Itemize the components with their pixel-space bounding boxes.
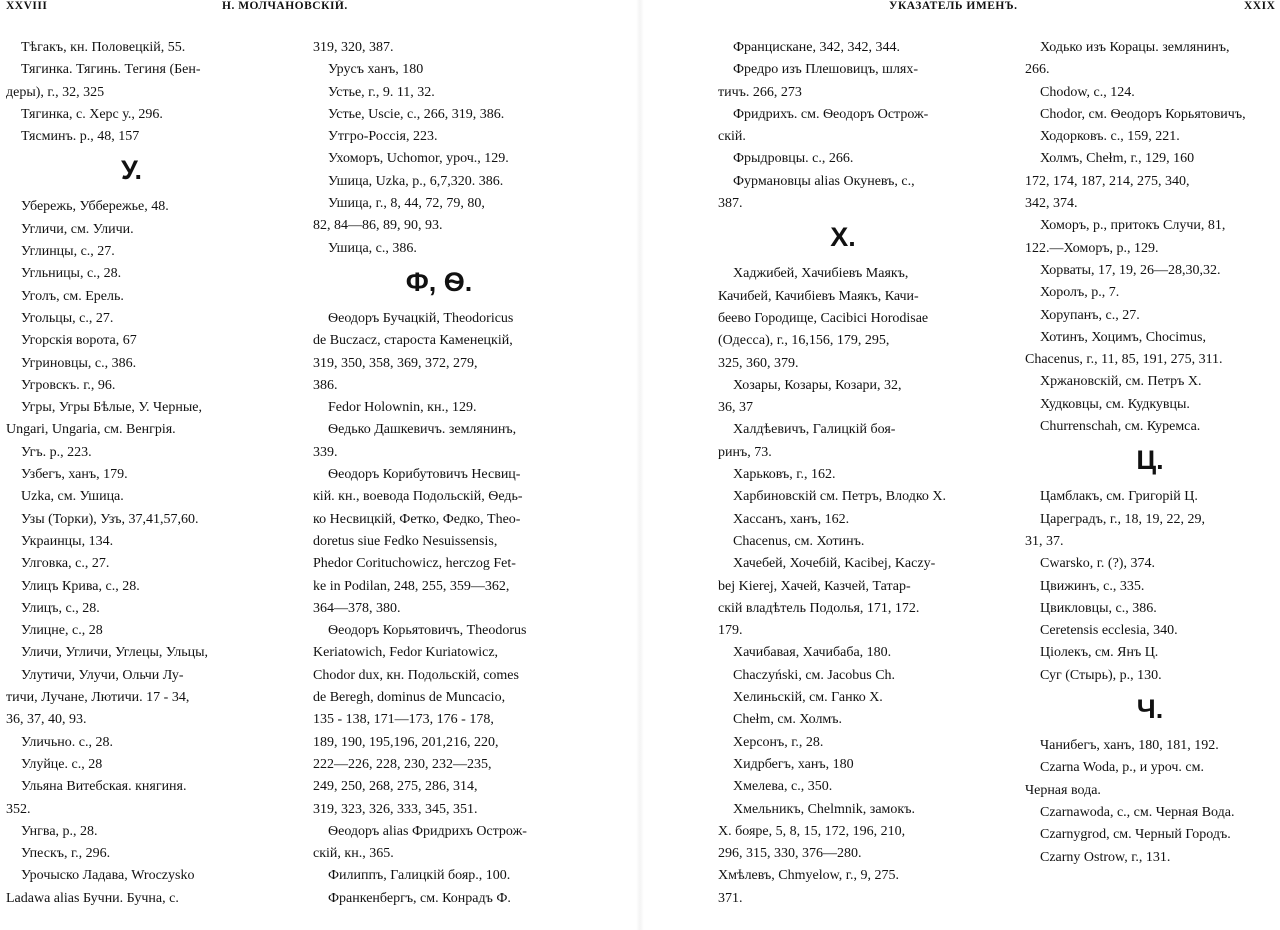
right-page xyxy=(640,0,1280,930)
index-column-3 xyxy=(718,37,968,910)
index-entry-continuation: Phedor Corituchowicz, herczog Fet- xyxy=(313,556,516,572)
index-entry: Устье, Uscie, с., 266, 319, 386. xyxy=(328,106,505,122)
index-entry: Угличи, см. Уличи. xyxy=(21,221,134,237)
index-entry: Ѳеодоръ Корибутовичъ Несвиц- xyxy=(328,467,521,483)
index-entry: Хачибавая, Хачибаба, 180. xyxy=(733,645,892,661)
index-entry-continuation: кій. кн., воевода Подольскій, Ѳедь- xyxy=(313,489,523,505)
index-entry: Чанибегъ, ханъ, 180, 181, 192. xyxy=(1040,738,1219,754)
index-entry: Франкенбергъ, см. Конрадъ Ф. xyxy=(328,890,511,906)
section-letter-heading: Ф, Ѳ. xyxy=(405,266,473,297)
index-entry-continuation: 135 - 138, 171—173, 176 - 178, xyxy=(313,712,494,728)
index-entry: Fedor Holownin, кн., 129. xyxy=(328,400,477,416)
index-entry: Ушица, Uzka, р., 6,7,320. 386. xyxy=(328,173,504,189)
index-entry: Узбегъ, ханъ, 179. xyxy=(21,467,128,483)
index-entry: Ѳеодоръ alias Фридрихъ Острож- xyxy=(328,823,527,839)
index-entry: Угльницы, с., 28. xyxy=(21,266,122,282)
index-entry: Херсонъ, г., 28. xyxy=(733,734,824,750)
index-entry-continuation: Chodor dux, кн. Подольскій, comes xyxy=(313,667,519,683)
index-entry-continuation: 222—226, 228, 230, 232—235, xyxy=(313,756,492,772)
index-entry-continuation: 387. xyxy=(718,196,743,212)
index-entry: Тѣгакъ, кн. Половецкій, 55. xyxy=(21,40,186,55)
index-entry-continuation: скій, кн., 365. xyxy=(313,846,394,862)
index-entry-continuation: 386. xyxy=(313,377,338,393)
running-head-right: УКАЗАТЕЛЬ ИМЕНЪ. xyxy=(889,0,1018,12)
index-entry-continuation: 36, 37, 40, 93. xyxy=(6,712,87,728)
index-entry-continuation: 249, 250, 268, 275, 286, 314, xyxy=(313,779,478,795)
index-entry: Хассанъ, ханъ, 162. xyxy=(733,511,850,527)
index-entry: Ceretensis ecclesia, 340. xyxy=(1040,623,1178,639)
index-entry-continuation: тичъ. 266, 273 xyxy=(718,84,802,100)
index-entry-continuation: 342, 374. xyxy=(1025,196,1078,212)
index-entry: Францисканe, 342, 342, 344. xyxy=(733,40,900,55)
index-entry: Хозары, Козары, Козари, 32, xyxy=(733,377,902,393)
index-entry: Суг (Стырь), р., 130. xyxy=(1040,667,1162,683)
index-entry: Czarnawoda, с., см. Черная Вода. xyxy=(1040,804,1235,820)
index-entry: Холмъ, Chełm, г., 129, 160 xyxy=(1040,151,1195,167)
index-entry: Угъ. р., 223. xyxy=(21,444,92,460)
index-entry: Угры, Угры Бѣлые, У. Черные, xyxy=(21,400,202,416)
index-entry: Цвижинъ, с., 335. xyxy=(1040,578,1145,594)
index-entry-continuation: Хмѣлевъ, Chmyelow, г., 9, 275. xyxy=(718,868,899,884)
index-entry-continuation: Качибей, Качибіевъ Маякъ, Качи- xyxy=(718,288,919,304)
index-entry: Урусъ ханъ, 180 xyxy=(328,62,424,78)
index-entry: Хмельникъ, Chelmnik, замокъ. xyxy=(733,801,915,817)
index-entry: Хаджибей, Хачибіевъ Маякъ, xyxy=(733,266,909,282)
index-entry-continuation: 122.—Хоморъ, р., 129. xyxy=(1025,240,1159,256)
index-entry: Хидрбегъ, ханъ, 180 xyxy=(733,756,854,772)
index-entry: Chodow, с., 124. xyxy=(1040,84,1135,100)
index-entry: Филиппъ, Галицкій бояр., 100. xyxy=(328,868,511,884)
index-entry-continuation: 339. xyxy=(313,444,338,460)
index-entry-continuation: Х. бояре, 5, 8, 15, 172, 196, 210, xyxy=(718,823,906,839)
index-entry: Углинцы, с., 27. xyxy=(21,244,115,260)
index-entry: Уличьно. с., 28. xyxy=(21,734,113,750)
index-entry: Chacenus, см. Хотинъ. xyxy=(733,533,865,549)
index-entry: Харьковъ, г., 162. xyxy=(733,467,836,483)
index-entry: Харбиновскій см. Петръ, Влодко Х. xyxy=(733,489,947,505)
index-entry: Унгва, р., 28. xyxy=(21,823,98,839)
index-entry: Угорскія ворота, 67 xyxy=(21,333,137,349)
index-entry: Улицъ, с., 28. xyxy=(21,600,100,616)
index-entry: Убережь, Уббережье, 48. xyxy=(21,199,169,215)
section-letter-heading: У. xyxy=(121,155,142,186)
index-entry: Устье, г., 9. 11, 32. xyxy=(328,84,435,100)
page-number-left: XXVIII xyxy=(6,0,48,12)
index-entry-continuation: 325, 360, 379. xyxy=(718,355,799,371)
index-entry-continuation: 352. xyxy=(6,801,31,817)
index-entry: Czarna Woda, р., и уроч. см. xyxy=(1040,760,1204,776)
index-entry: Chełm, см. Холмъ. xyxy=(733,712,843,728)
index-entry: Цамблакъ, см. Григорій Ц. xyxy=(1040,489,1198,505)
index-entry-continuation: 319, 323, 326, 333, 345, 351. xyxy=(313,801,478,817)
index-entry: Ушица, с., 386. xyxy=(328,240,417,256)
index-entry: Тягинка. Тягинь. Тегиня (Бен- xyxy=(21,62,201,78)
index-entry-continuation: ke in Podilan, 248, 255, 359—362, xyxy=(313,578,510,594)
index-entry: Угольцы, с., 27. xyxy=(21,310,114,326)
index-entry: Тягинка, с. Херс у., 296. xyxy=(21,106,163,122)
index-entry: Улицне, с., 28 xyxy=(21,623,103,639)
index-entry: Ѳеодоръ Бучацкій, Theodoricus xyxy=(328,310,514,326)
index-entry: Хачебей, Хочебій, Kacibej, Kaczy- xyxy=(733,556,936,572)
index-entry: Хмелева, с., 350. xyxy=(733,779,833,795)
index-entry: Churrenschah, см. Куремса. xyxy=(1040,419,1201,435)
index-entry: Хелиньскій, см. Ганко Х. xyxy=(733,690,883,706)
index-entry: Ѳедько Дашкевичъ. землянинъ, xyxy=(328,422,517,438)
index-entry-continuation: ко Несвицкій, Фетко, Федко, Theo- xyxy=(313,511,521,527)
index-entry-continuation: тичи, Лучане, Лютичи. 17 - 34, xyxy=(6,690,190,706)
index-entry: Угровскъ. г., 96. xyxy=(21,377,116,393)
index-entry-continuation: Ladawa alias Бучни. Бучна, с. xyxy=(6,890,179,906)
index-entry: Урочыско Ладава, Wroczysko xyxy=(21,868,195,884)
index-entry: Cwarsko, г. (?), 374. xyxy=(1040,556,1155,572)
index-entry: Czarnygrod, см. Черный Городъ. xyxy=(1040,827,1231,843)
index-column-2 xyxy=(313,37,565,910)
page-number-right: XXIX xyxy=(1244,0,1276,12)
index-entry: Ульяна Витебская. княгиня. xyxy=(21,779,187,795)
index-entry: Uzka, см. Ушица. xyxy=(21,489,124,505)
index-entry-continuation: 319, 350, 358, 369, 372, 279, xyxy=(313,355,478,371)
index-entry: Chaczyński, см. Jacobus Ch. xyxy=(733,667,896,683)
index-entry: Уличи, Угличи, Углецы, Ульцы, xyxy=(21,645,208,661)
index-entry: Ушица, г., 8, 44, 72, 79, 80, xyxy=(328,196,485,212)
index-entry: Ходько изъ Корацы. землянинъ, xyxy=(1040,40,1230,55)
index-entry-continuation: 31, 37. xyxy=(1025,533,1064,549)
index-entry: Тясминъ. р., 48, 157 xyxy=(21,129,140,145)
section-letter-heading: Х. xyxy=(830,222,856,253)
index-entry: Хорупанъ, с., 27. xyxy=(1040,307,1140,323)
index-entry-continuation: 172, 174, 187, 214, 275, 340, xyxy=(1025,173,1190,189)
index-entry: Упескъ, г., 296. xyxy=(21,846,111,862)
index-entry-continuation: беево Городище, Cacibici Horodisae xyxy=(718,310,929,326)
index-entry-continuation: (Одесса), г., 16,156, 179, 295, xyxy=(718,333,890,349)
index-entry-continuation: 296, 315, 330, 376—280. xyxy=(718,846,862,862)
index-entry: Хоморъ, р., притокъ Случи, 81, xyxy=(1040,218,1226,234)
index-entry-continuation: Черная вода. xyxy=(1025,782,1101,798)
index-entry: Chodor, см. Ѳеодоръ Корьятовичъ, xyxy=(1040,106,1246,122)
index-entry: Цвикловцы, с., 386. xyxy=(1040,600,1157,616)
index-entry-continuation: деры), г., 32, 325 xyxy=(6,84,105,100)
running-head-left: Н. МОЛЧАНОВСКІЙ. xyxy=(222,0,348,12)
index-entry-continuation: de Beregh, dominus de Muncacio, xyxy=(313,690,506,706)
index-entry: Фридрихъ. см. Ѳеодоръ Острож- xyxy=(733,106,929,122)
index-entry: Ухоморъ, Uchomor, уроч., 129. xyxy=(328,151,509,167)
index-entry: Хоролъ, р., 7. xyxy=(1040,285,1120,301)
index-entry: Фредро изъ Плешовицъ, шлях- xyxy=(733,62,919,78)
index-entry-continuation: 364—378, 380. xyxy=(313,600,401,616)
index-entry: Хржановскій, см. Петръ Х. xyxy=(1040,374,1202,390)
index-entry: Утгро-Россія, 223. xyxy=(328,129,438,145)
index-entry: Худковцы, см. Кудкувцы. xyxy=(1040,396,1190,412)
index-entry-continuation: 319, 320, 387. xyxy=(313,40,394,55)
section-letter-heading: Ц. xyxy=(1136,445,1164,476)
index-entry-continuation: Chacenus, г., 11, 85, 191, 275, 311. xyxy=(1025,352,1223,368)
index-entry-continuation: скій. xyxy=(718,129,746,145)
index-entry: Улговка, с., 27. xyxy=(21,556,110,572)
index-column-1 xyxy=(6,37,257,910)
index-entry: Халдѣевичъ, Галицкій боя- xyxy=(733,422,896,438)
index-entry-continuation: Keriatowich, Fedor Kuriatowicz, xyxy=(313,645,499,661)
index-entry: Czarny Ostrow, г., 131. xyxy=(1040,849,1171,865)
index-column-4 xyxy=(1025,37,1275,869)
index-entry: Фрыдровцы. с., 266. xyxy=(733,151,854,167)
index-entry-continuation: de Buczacz, староста Каменецкій, xyxy=(313,333,513,349)
index-entry: Ходорковъ. с., 159, 221. xyxy=(1040,129,1180,145)
index-entry: Хорваты, 17, 19, 26—28,30,32. xyxy=(1040,262,1221,278)
index-entry-continuation: 82, 84—86, 89, 90, 93. xyxy=(313,218,443,234)
index-entry-continuation: bej Kierej, Хачей, Казчей, Татар- xyxy=(718,578,911,594)
index-entry: Фурмановцы alias Окуневъ, с., xyxy=(733,173,915,189)
index-entry-continuation: 371. xyxy=(718,890,743,906)
index-entry: Угриновцы, с., 386. xyxy=(21,355,137,371)
index-entry: Ѳеодоръ Корьятовичъ, Theodorus xyxy=(328,623,527,639)
index-entry: Уголъ, см. Ерель. xyxy=(21,288,124,304)
section-letter-heading: Ч. xyxy=(1136,694,1164,725)
index-entry-continuation: 36, 37 xyxy=(718,400,753,416)
index-entry-continuation: ринъ, 73. xyxy=(718,444,772,460)
index-entry-continuation: 266. xyxy=(1025,62,1050,78)
index-entry: Хотинъ, Хоцимъ, Chocimus, xyxy=(1040,329,1206,345)
index-entry: Улицъ Крива, с., 28. xyxy=(21,578,140,594)
index-entry: Цiолекъ, см. Янъ Ц. xyxy=(1040,645,1159,661)
index-entry: Узы (Торки), Узъ, 37,41,57,60. xyxy=(21,511,199,527)
index-entry: Улуйце. с., 28 xyxy=(21,756,103,772)
index-entry-continuation: Ungari, Ungaria, см. Венгрія. xyxy=(6,422,176,438)
index-entry-continuation: 179. xyxy=(718,623,743,639)
index-entry-continuation: скій владѣтель Подолья, 171, 172. xyxy=(718,600,920,616)
index-entry: Украинцы, 134. xyxy=(21,533,114,549)
index-entry-continuation: doretus siue Fedko Nesuissensis, xyxy=(313,533,498,549)
index-entry: Улутичи, Улучи, Ольчи Лу- xyxy=(21,667,184,683)
index-entry: Цареградъ, г., 18, 19, 22, 29, xyxy=(1040,511,1206,527)
index-entry-continuation: 189, 190, 195,196, 201,216, 220, xyxy=(313,734,499,750)
